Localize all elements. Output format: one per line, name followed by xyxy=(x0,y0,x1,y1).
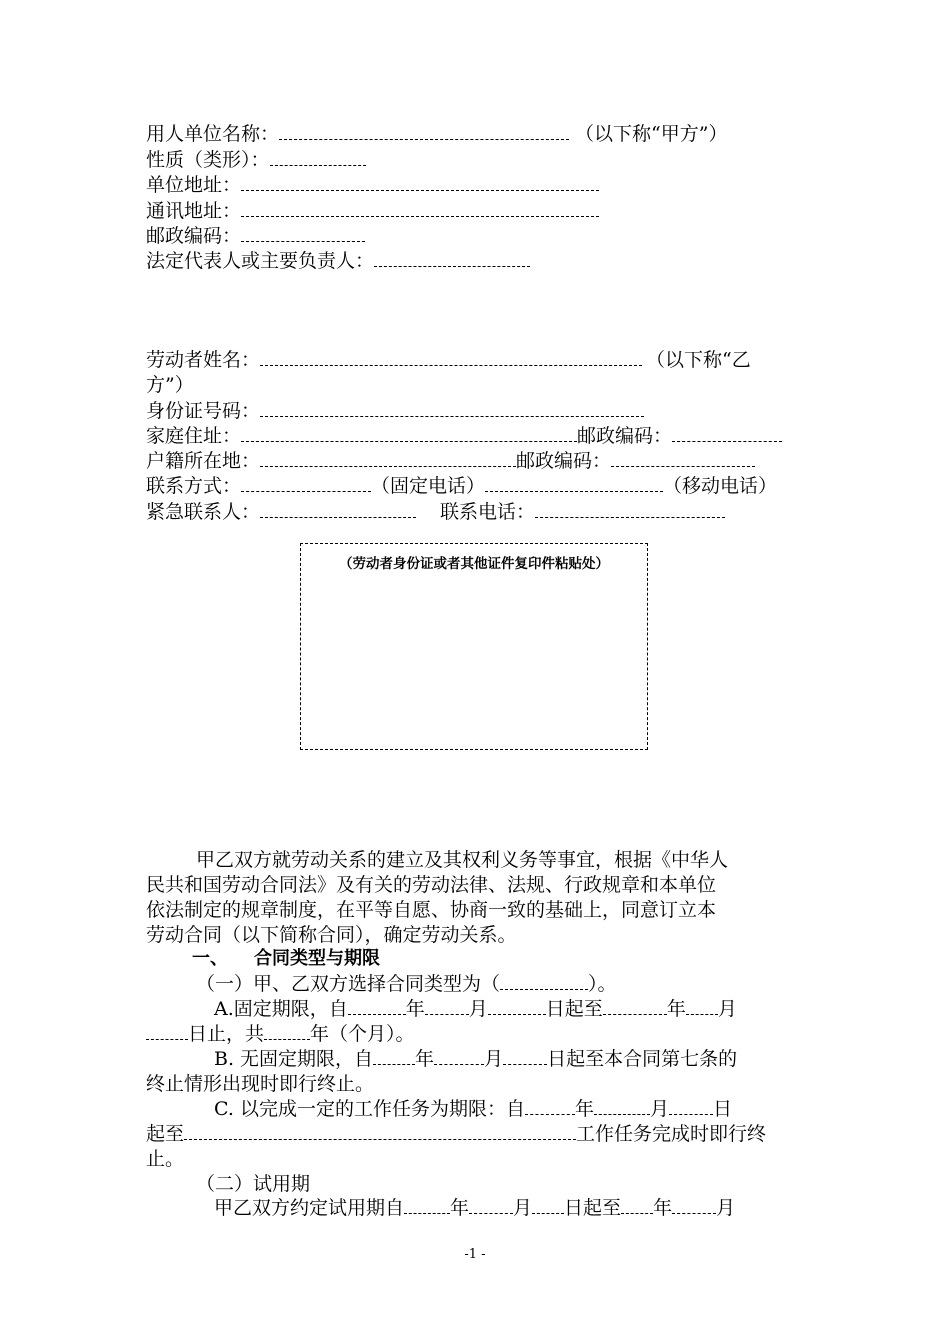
employer-legal-rep-line xyxy=(146,249,530,273)
contract-type-field[interactable] xyxy=(500,975,588,990)
year-label: 年 xyxy=(574,1098,594,1120)
year-label: 年 xyxy=(405,998,425,1020)
year-label: 年 xyxy=(415,1048,435,1070)
employer-address-field[interactable] xyxy=(241,176,599,191)
day-from-label: 日起至 xyxy=(545,998,603,1020)
option-c-task-end-text: 工作任务完成时即行终 xyxy=(576,1123,767,1145)
section1-number: 一、 xyxy=(192,948,228,969)
employer-type-field[interactable] xyxy=(270,151,366,166)
employer-address-label: 单位地址： xyxy=(146,174,242,196)
employer-postcode-label: 邮政编码： xyxy=(146,225,242,247)
option-c-label: C. 以完成一定的工作任务为期限：自 xyxy=(214,1098,525,1120)
years-months-label: 年（个月）。 xyxy=(310,1023,415,1045)
employer-legal-rep-label: 法定代表人或主要负责人： xyxy=(146,250,375,272)
probation-line xyxy=(214,1196,735,1220)
month-label: 月 xyxy=(716,1197,736,1219)
option-a-start-year[interactable] xyxy=(348,1000,406,1015)
employer-address-line xyxy=(146,173,599,197)
option-b-line-2: 终止情形出现时即行终止。 xyxy=(146,1073,375,1095)
option-b-label: B. 无固定期限，自 xyxy=(214,1048,374,1070)
employee-mobile-phone-label: （移动电话） xyxy=(663,475,778,497)
employee-id-field[interactable] xyxy=(260,402,644,417)
employee-contact-line xyxy=(146,474,777,498)
intro-line-4: 劳动合同（以下简称合同），确定劳动关系。 xyxy=(146,924,517,946)
option-a-end-day[interactable] xyxy=(146,1025,188,1040)
option-c-task-field[interactable] xyxy=(184,1125,576,1140)
probation-end-month[interactable] xyxy=(672,1199,716,1214)
contract-type-line xyxy=(196,972,617,996)
employee-emergency-field[interactable] xyxy=(260,503,416,518)
id-paste-box-caption: （劳动者身份证或者其他证件复印件粘贴处） xyxy=(339,556,609,572)
option-a-line-1 xyxy=(214,997,737,1021)
contract-type-text: （一）甲、乙双方选择合同类型为（ xyxy=(196,973,501,995)
intro-line-2: 民共和国劳动合同法》及有关的劳动法律、法规、行政规章和本单位 xyxy=(146,874,717,896)
option-c-until-label: 起至 xyxy=(146,1123,185,1145)
day-label: 日 xyxy=(712,1098,732,1120)
day-from-label: 日起至 xyxy=(564,1197,622,1219)
employee-hukou-label: 户籍所在地： xyxy=(146,450,261,472)
employer-name-label: 用人单位名称： xyxy=(146,123,280,145)
option-a-total-years[interactable] xyxy=(264,1025,310,1040)
option-c-start-day[interactable] xyxy=(669,1100,713,1115)
employee-hukou-line xyxy=(146,449,755,473)
probation-start-year[interactable] xyxy=(404,1199,450,1214)
option-c-start-year[interactable] xyxy=(525,1100,575,1115)
option-a-start-month[interactable] xyxy=(425,1000,469,1015)
employee-home-postcode-field[interactable] xyxy=(672,427,782,442)
intro-line-1: 甲乙双方就劳动关系的建立及其权利义务等事宜，根据《中华人 xyxy=(196,849,729,871)
month-label: 月 xyxy=(649,1098,669,1120)
option-a-line-2 xyxy=(146,1022,415,1046)
employer-name-field[interactable] xyxy=(279,125,569,140)
employee-home-field[interactable] xyxy=(241,427,577,442)
month-label: 月 xyxy=(513,1197,533,1219)
option-a-end-month[interactable] xyxy=(686,1000,718,1015)
option-a-label: A.固定期限，自 xyxy=(214,998,348,1020)
year-label: 年 xyxy=(450,1197,470,1219)
employer-mail-address-label: 通讯地址： xyxy=(146,200,242,222)
employee-name-suffix-wrap-text: 方”） xyxy=(146,374,194,396)
employer-postcode-field[interactable] xyxy=(241,227,365,242)
page-number: -1 - xyxy=(464,1247,486,1262)
option-c-line-2 xyxy=(146,1122,766,1146)
employee-fixed-phone-field[interactable] xyxy=(241,477,371,492)
employee-name-suffix-wrap xyxy=(146,373,194,397)
option-c-line-1 xyxy=(214,1097,732,1121)
option-b-end-text: 日起至本合同第七条的 xyxy=(547,1048,738,1070)
option-b-start-year[interactable] xyxy=(373,1050,415,1065)
employer-postcode-line xyxy=(146,224,365,248)
year-label: 年 xyxy=(653,1197,673,1219)
employee-hukou-postcode-field[interactable] xyxy=(611,452,755,467)
employee-contact-label: 联系方式： xyxy=(146,475,242,497)
probation-end-year[interactable] xyxy=(621,1199,653,1214)
probation-start-month[interactable] xyxy=(469,1199,513,1214)
employee-fixed-phone-label: （固定电话） xyxy=(371,475,486,497)
employee-emergency-phone-field[interactable] xyxy=(535,503,725,518)
probation-start-day[interactable] xyxy=(532,1199,564,1214)
employee-name-suffix: （以下称“乙 xyxy=(646,349,751,371)
employee-hukou-postcode-label: 邮政编码： xyxy=(516,450,612,472)
probation-text: 甲乙双方约定试用期自 xyxy=(214,1197,405,1219)
employee-name-label: 劳动者姓名： xyxy=(146,349,261,371)
employee-name-line xyxy=(146,348,751,372)
probation-heading: （二）试用期 xyxy=(196,1173,311,1195)
employee-home-label: 家庭住址： xyxy=(146,425,242,447)
intro-line-3: 依法制定的规章制度，在平等自愿、协商一致的基础上，同意订立本 xyxy=(146,899,717,921)
employer-name-suffix: （以下称“甲方”） xyxy=(575,123,728,145)
month-label: 月 xyxy=(484,1048,504,1070)
employer-mail-address-field[interactable] xyxy=(241,202,599,217)
id-paste-box xyxy=(300,543,648,750)
employee-home-postcode-label: 邮政编码： xyxy=(577,425,673,447)
employee-home-line xyxy=(146,424,782,448)
section1-heading xyxy=(192,947,380,971)
employee-emergency-line xyxy=(146,500,725,524)
option-b-start-day[interactable] xyxy=(503,1050,547,1065)
month-label: 月 xyxy=(468,998,488,1020)
option-b-start-month[interactable] xyxy=(434,1050,484,1065)
month-label: 月 xyxy=(717,998,737,1020)
employee-emergency-label: 紧急联系人： xyxy=(146,501,261,523)
employee-id-line xyxy=(146,399,644,423)
employer-legal-rep-field[interactable] xyxy=(374,252,530,267)
option-a-start-day[interactable] xyxy=(488,1000,546,1015)
option-b-line-1 xyxy=(214,1047,737,1071)
option-a-end-year[interactable] xyxy=(603,1000,667,1015)
option-c-start-month[interactable] xyxy=(594,1100,650,1115)
employee-mobile-phone-field[interactable] xyxy=(485,477,663,492)
day-stop-label: 日止，共 xyxy=(188,1023,265,1045)
employee-emergency-phone-label: 联系电话： xyxy=(440,501,536,523)
contract-type-close: ）。 xyxy=(588,973,617,995)
employee-name-field[interactable] xyxy=(260,351,642,366)
employer-type-line xyxy=(146,148,366,172)
employer-type-label: 性质（类形）： xyxy=(146,149,270,171)
employee-hukou-field[interactable] xyxy=(260,452,516,467)
year-label: 年 xyxy=(666,998,686,1020)
employer-name-line xyxy=(146,122,727,146)
employee-id-label: 身份证号码： xyxy=(146,400,261,422)
option-c-line-3: 止。 xyxy=(146,1148,185,1170)
section1-title: 合同类型与期限 xyxy=(254,948,380,969)
employer-mail-address-line xyxy=(146,199,599,223)
